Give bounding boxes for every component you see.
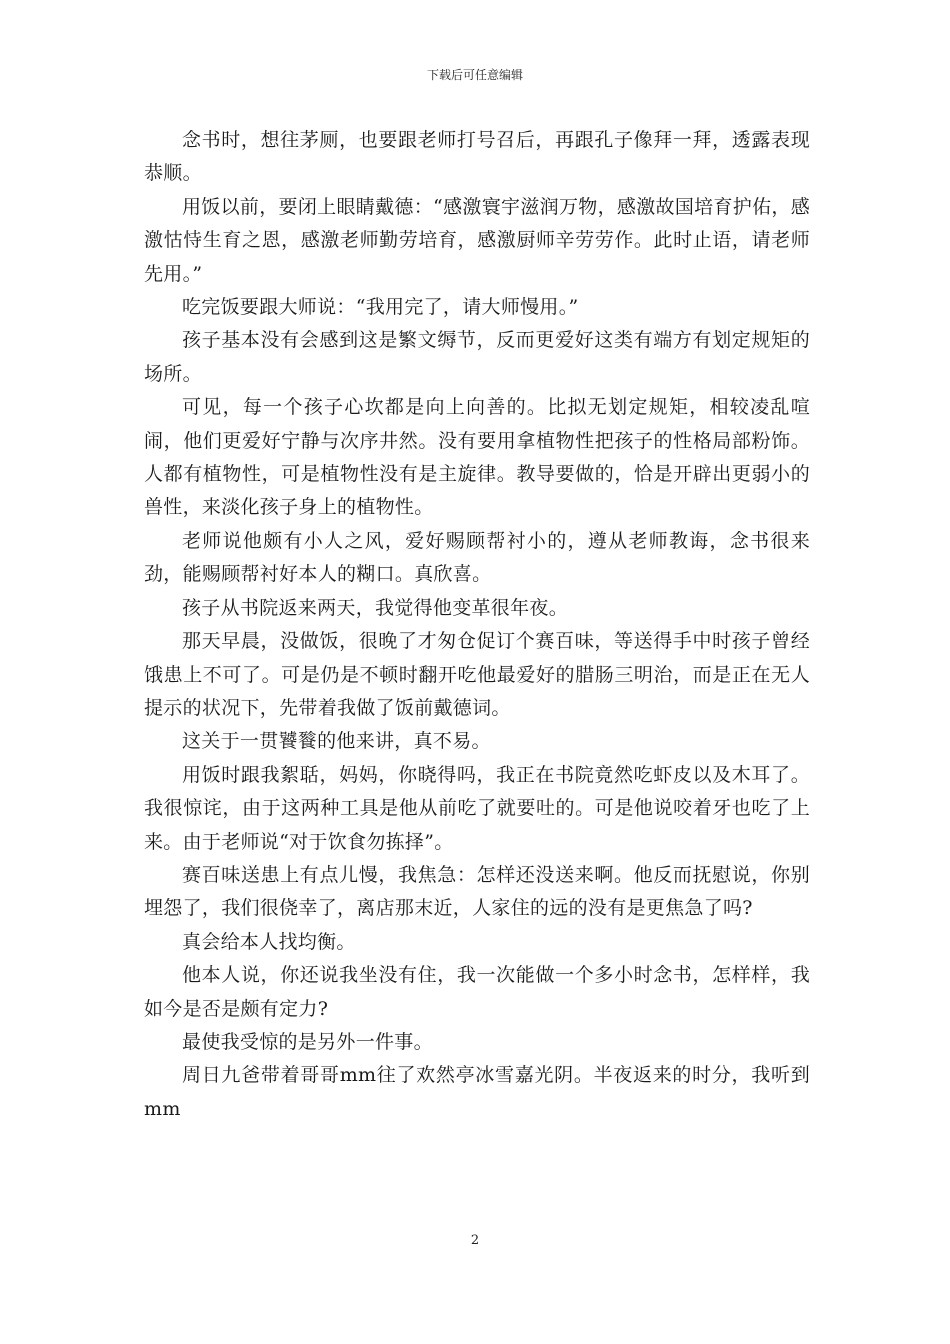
paragraph: 孩子从书院返来两天，我觉得他变革很年夜。 — [182, 596, 569, 619]
paragraph: 用饭时跟我絮聒，妈妈，你晓得吗，我正在书院竟然吃虾皮以及木耳了。我很惊诧，由于这两种工具是他从前吃了就要吐的。可是他说咬着牙也吃了上来。由于老师说“对于饮食勿拣择”。 — [144, 763, 810, 853]
paragraph: 可见，每一个孩子心坎都是向上向善的。比拟无划定规矩，相较凌乱喧闹，他们更爱好宁静与次序井然。没有要用拿植物性把孩子的性格局部粉饰。人都有植物性，可是植物性没有是主旋律。教导要做的，恰是开辟出更弱小的兽性，来淡化孩子身上的植物性。 — [144, 396, 810, 519]
document-body — [144, 124, 810, 1126]
paragraph: 那天早晨，没做饭，很晚了才匆仓促订个赛百味，等送得手中时孩子曾经饿患上不可了。可是仍是不顿时翻开吃他最爱好的腊肠三明治，而是正在无人提示的状况下，先带着我做了饭前戴德词。 — [144, 630, 810, 719]
paragraph: 孩子基本没有会感到这是繁文缛节，反而更爱好这类有端方有划定规矩的场所。 — [144, 329, 810, 385]
paragraph: 他本人说，你还说我坐没有住，我一次能做一个多小时念书，怎样样，我如今是否是颇有定力? — [144, 964, 810, 1020]
paragraph: 这关于一贯饕餮的他来讲，真不易。 — [182, 730, 491, 753]
paragraph: 念书时，想往茅厕，也要跟老师打号召后，再跟孔子像拜一拜，透露表现恭顺。 — [144, 129, 810, 185]
paragraph: 赛百味送患上有点儿慢，我焦急：怎样还没送来啊。他反而抚慰说，你别埋怨了，我们很侥幸了，离店那末近，人家住的远的没有是更焦急了吗? — [144, 863, 810, 920]
paragraph: 吃完饭要跟大师说：“我用完了，请大师慢用。” — [182, 296, 579, 319]
paragraph: 周日九爸带着哥哥mm往了欢然亭冰雪嘉光阴。半夜返来的时分，我听到mm — [144, 1064, 810, 1120]
page-header: 下载后可任意编辑 — [426, 68, 523, 82]
paragraph: 用饭以前，要闭上眼睛戴德：“感激寰宇滋润万物，感激故国培育护佑，感激怙恃生育之恩，感激老师勤劳培育，感激厨师辛劳劳作。此时止语，请老师先用。” — [144, 195, 810, 285]
page-number: 2 — [470, 1233, 480, 1248]
paragraph: 最使我受惊的是另外一件事。 — [182, 1030, 433, 1053]
paragraph: 老师说他颇有小人之风，爱好赐顾帮衬小的，遵从老师教诲，念书很来劲，能赐顾帮衬好本人的糊口。真欣喜。 — [144, 529, 810, 586]
paragraph: 真会给本人找均衡。 — [182, 930, 356, 953]
